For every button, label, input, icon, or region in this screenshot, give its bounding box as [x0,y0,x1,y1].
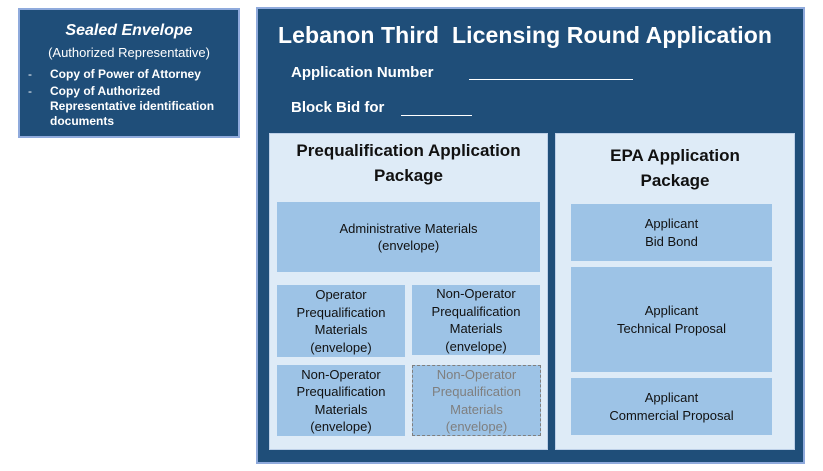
application-title: Lebanon Third Licensing Round Application [278,22,772,48]
non-operator-prequalification-envelope-optional: Non-Operator Prequalification Materials (envelope) [412,365,541,436]
sealed-envelope-subtitle: (Authorized Representative) [48,45,210,60]
epa-panel [555,133,795,450]
administrative-materials-envelope: Administrative Materials (envelope) [277,202,540,272]
commercial-proposal-envelope: Applicant Commercial Proposal [571,378,772,435]
sealed-envelope-item-text: Copy of Authorized Representative identification documents [50,84,215,128]
application-number-line [469,79,633,80]
technical-proposal-envelope: Applicant Technical Proposal [571,267,772,372]
sealed-envelope-box [18,8,240,138]
bullet-dash: - [28,84,32,98]
block-bid-label: Block Bid for [291,99,385,116]
non-operator-prequalification-envelope: Non-Operator Prequalification Materials (envelope) [412,285,540,355]
prequalification-title: Prequalification Application Package [296,141,521,185]
bid-bond-envelope: Applicant Bid Bond [571,204,772,261]
prequalification-panel [269,133,548,450]
sealed-envelope-title: Sealed Envelope [65,22,193,39]
application-number-label: Application Number [291,64,434,81]
operator-prequalification-envelope: Operator Prequalification Materials (envelope) [277,285,405,357]
block-bid-line [401,115,472,116]
epa-title: EPA Application Package [610,146,740,190]
sealed-envelope-item-text: Copy of Power of Attorney [50,67,201,81]
bullet-dash: - [28,67,32,81]
non-operator-prequalification-envelope: Non-Operator Prequalification Materials (envelope) [277,365,405,436]
application-box [256,7,805,464]
